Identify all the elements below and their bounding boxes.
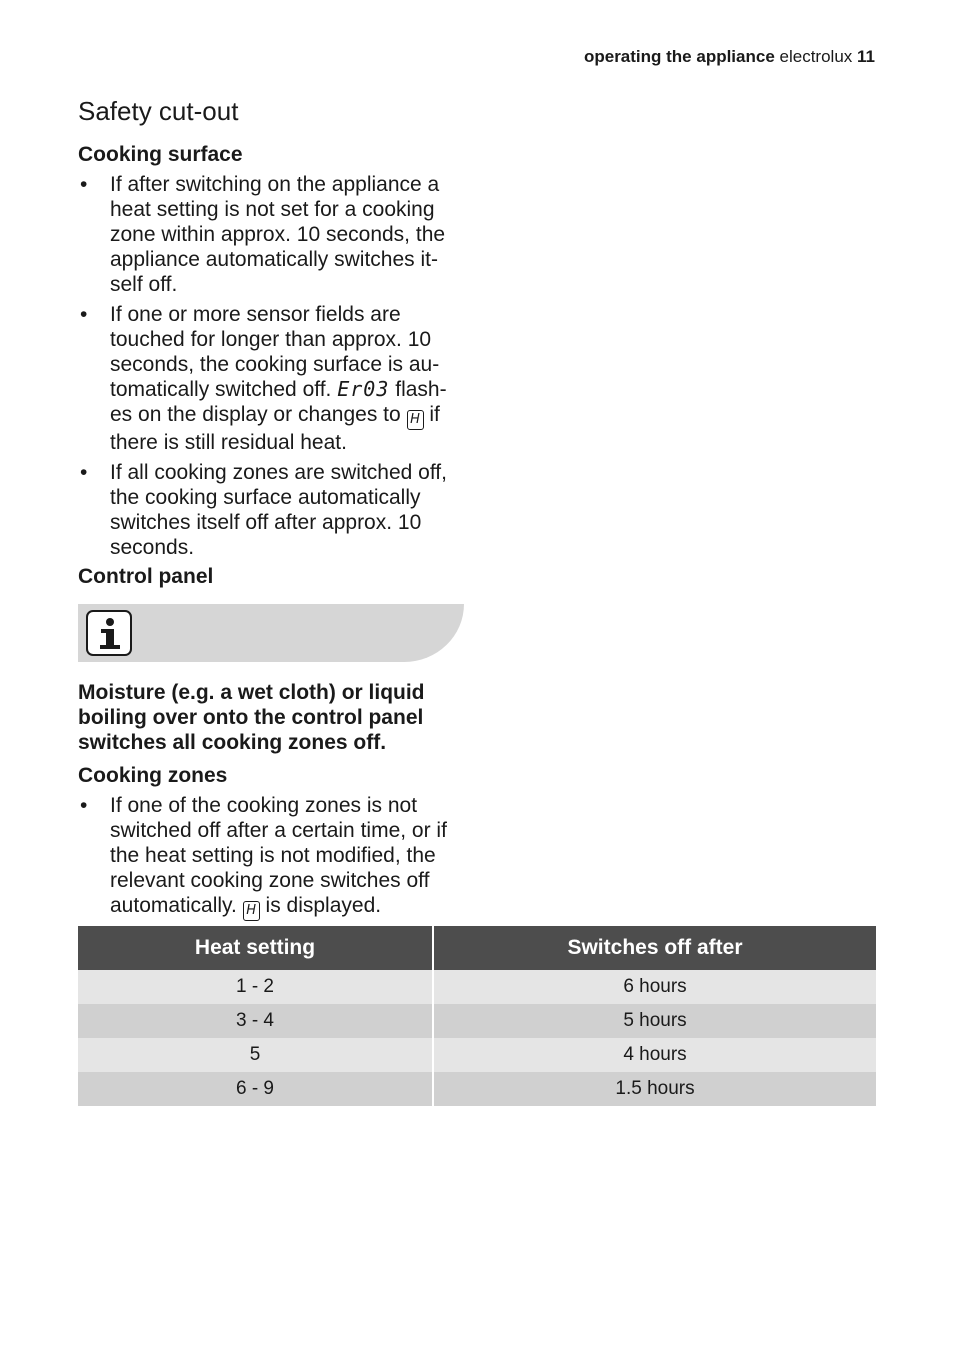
bullet-icon: • xyxy=(80,173,88,196)
table-row xyxy=(78,1072,876,1106)
switch-off-time-cell: 5 hours xyxy=(433,1004,876,1038)
heat-setting-cell: 3 - 4 xyxy=(78,1004,433,1038)
cooking-zones-list xyxy=(78,793,466,926)
table-header-row xyxy=(78,926,876,970)
brand-name: electrolux xyxy=(779,47,853,66)
residual-heat-icon: H xyxy=(407,410,424,430)
page-title: Safety cut-out xyxy=(78,96,239,126)
table-row xyxy=(78,1038,876,1072)
list-item: • If one or more sensor fields are touched for longer than approx. 10 seconds, the cooking surface is au-tomatically switched off. Er03 flash-es on the display or changes to H if there is still residual heat. xyxy=(80,303,447,454)
table-row xyxy=(78,1004,876,1038)
list-item: • If all cooking zones are switched off, the cooking surface automatically switches itself off after approx. 10 seconds. xyxy=(80,461,447,559)
bullet-icon: • xyxy=(80,303,88,326)
residual-heat-icon: H xyxy=(243,901,260,921)
section-name: operating the appliance xyxy=(583,47,775,66)
moisture-warning: Moisture (e.g. a wet cloth) or liquid boiling over onto the control panel switches all cooking zones off. xyxy=(78,681,425,754)
heat-setting-cell: 6 - 9 xyxy=(78,1072,433,1106)
switch-off-time-cell: 4 hours xyxy=(433,1038,876,1072)
error-code-display: Er03 xyxy=(337,377,390,401)
bullet-icon: • xyxy=(80,794,88,817)
column-header-heat-setting: Heat setting xyxy=(78,926,433,970)
cooking-surface-list xyxy=(78,172,466,565)
list-item: • If after switching on the appliance a heat setting is not set for a cooking zone within approx. 10 seconds, the appliance automatically switches it-self off. xyxy=(80,173,446,296)
heat-setting-cell: 1 - 2 xyxy=(78,970,433,1004)
switch-off-time-cell: 1.5 hours xyxy=(433,1072,876,1106)
column-header-switches-off: Switches off after xyxy=(433,926,876,970)
bullet-icon: • xyxy=(80,461,88,484)
switch-off-table xyxy=(78,926,876,1106)
cooking-surface-heading: Cooking surface xyxy=(78,143,243,166)
running-head xyxy=(584,47,875,67)
heat-setting-cell: 5 xyxy=(78,1038,433,1072)
list-item: • If one of the cooking zones is not switched off after a certain time, or if the heat setting is not modified, the relevant cooking zone switches off automatically. H is displayed. xyxy=(78,793,466,921)
info-icon xyxy=(86,610,132,656)
cooking-zones-heading: Cooking zones xyxy=(78,764,228,787)
control-panel-heading: Control panel xyxy=(78,565,214,588)
info-note-box xyxy=(78,604,464,662)
page-number: 11 xyxy=(857,47,875,66)
switch-off-time-cell: 6 hours xyxy=(433,970,876,1004)
table-row xyxy=(78,970,876,1004)
